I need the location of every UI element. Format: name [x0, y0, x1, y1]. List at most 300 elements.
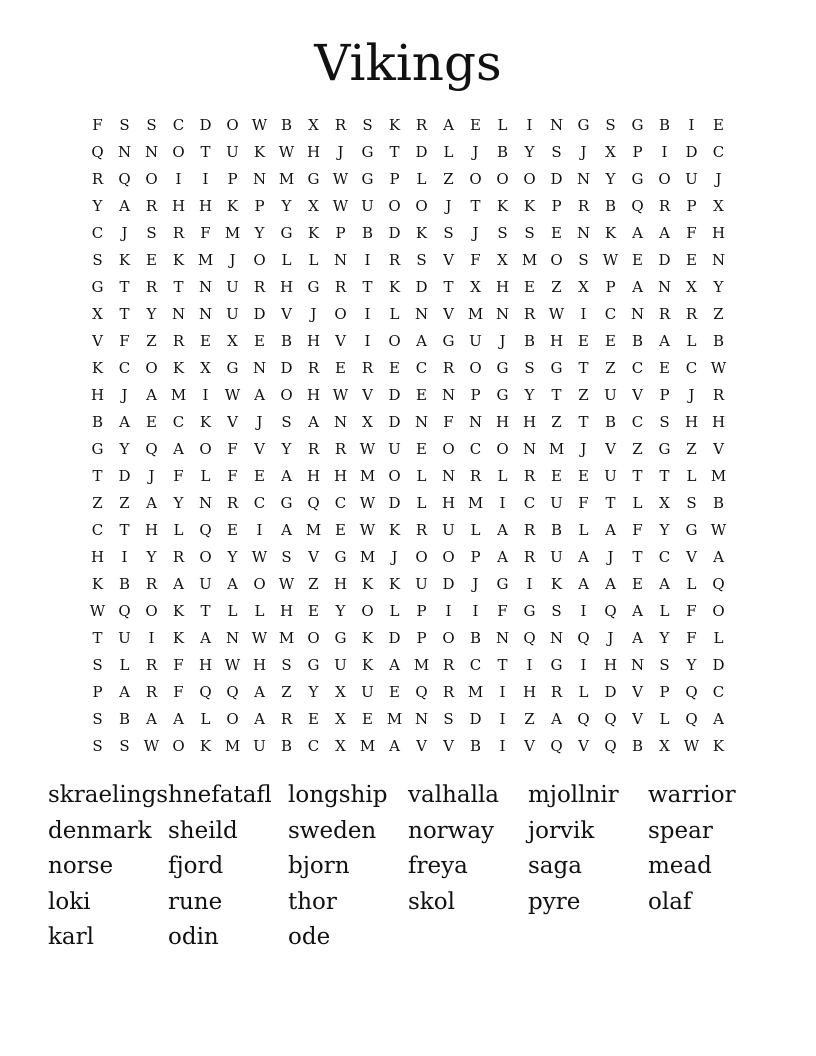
grid-letter[interactable]: G: [496, 386, 509, 404]
grid-letter[interactable]: Z: [632, 440, 643, 458]
grid-letter[interactable]: A: [119, 413, 130, 431]
grid-letter[interactable]: C: [91, 521, 104, 539]
grid-letter[interactable]: A: [308, 413, 319, 431]
grid-letter[interactable]: A: [281, 467, 292, 485]
grid-letter[interactable]: S: [443, 224, 454, 242]
grid-letter[interactable]: R: [442, 683, 455, 701]
grid-letter[interactable]: J: [229, 251, 236, 269]
grid-letter[interactable]: W: [332, 386, 349, 404]
grid-letter[interactable]: B: [91, 413, 104, 431]
grid-letter[interactable]: O: [226, 710, 239, 728]
grid-letter[interactable]: V: [605, 440, 616, 458]
grid-letter[interactable]: U: [118, 629, 131, 647]
grid-letter[interactable]: O: [469, 170, 482, 188]
grid-letter[interactable]: Q: [631, 197, 644, 215]
grid-letter[interactable]: G: [496, 575, 509, 593]
grid-letter[interactable]: A: [173, 575, 184, 593]
grid-letter[interactable]: U: [361, 197, 374, 215]
grid-letter[interactable]: F: [227, 440, 238, 458]
grid-letter[interactable]: V: [632, 683, 643, 701]
grid-letter[interactable]: R: [415, 116, 428, 134]
grid-letter[interactable]: W: [710, 359, 727, 377]
grid-letter[interactable]: V: [686, 548, 697, 566]
grid-letter[interactable]: A: [416, 332, 427, 350]
grid-letter[interactable]: K: [388, 521, 401, 539]
grid-letter[interactable]: T: [578, 359, 589, 377]
grid-letter[interactable]: X: [227, 332, 238, 350]
grid-letter[interactable]: W: [332, 197, 349, 215]
grid-letter[interactable]: N: [657, 278, 672, 296]
grid-letter[interactable]: E: [200, 332, 211, 350]
grid-letter[interactable]: V: [254, 440, 265, 458]
grid-letter[interactable]: R: [334, 440, 347, 458]
grid-letter[interactable]: F: [173, 467, 184, 485]
grid-letter[interactable]: O: [658, 170, 671, 188]
grid-letter[interactable]: L: [659, 602, 670, 620]
grid-letter[interactable]: E: [659, 359, 670, 377]
grid-letter[interactable]: B: [604, 413, 617, 431]
grid-letter[interactable]: L: [497, 467, 508, 485]
grid-letter[interactable]: E: [578, 332, 589, 350]
grid-letter[interactable]: G: [685, 521, 698, 539]
grid-letter[interactable]: E: [335, 521, 346, 539]
grid-letter[interactable]: K: [550, 575, 563, 593]
grid-letter[interactable]: D: [280, 359, 293, 377]
grid-letter[interactable]: K: [172, 629, 185, 647]
grid-letter[interactable]: U: [226, 143, 239, 161]
grid-letter[interactable]: L: [200, 467, 211, 485]
grid-letter[interactable]: L: [713, 629, 724, 647]
grid-letter[interactable]: P: [659, 386, 670, 404]
grid-letter[interactable]: O: [145, 602, 158, 620]
grid-letter[interactable]: A: [254, 683, 265, 701]
grid-letter[interactable]: G: [334, 548, 347, 566]
grid-letter[interactable]: A: [659, 224, 670, 242]
grid-letter[interactable]: G: [307, 170, 320, 188]
grid-letter[interactable]: A: [659, 575, 670, 593]
grid-letter[interactable]: L: [119, 656, 130, 674]
grid-letter[interactable]: X: [659, 737, 670, 755]
grid-letter[interactable]: Y: [335, 602, 346, 620]
grid-letter[interactable]: T: [578, 413, 589, 431]
grid-letter[interactable]: M: [305, 521, 322, 539]
grid-letter[interactable]: K: [523, 197, 536, 215]
grid-letter[interactable]: N: [333, 251, 348, 269]
grid-letter[interactable]: L: [200, 710, 211, 728]
grid-letter[interactable]: V: [632, 386, 643, 404]
grid-letter[interactable]: I: [256, 521, 263, 539]
grid-letter[interactable]: F: [470, 251, 481, 269]
grid-letter[interactable]: A: [605, 521, 616, 539]
grid-letter[interactable]: J: [121, 224, 128, 242]
grid-letter[interactable]: Q: [145, 440, 158, 458]
grid-letter[interactable]: Y: [146, 305, 157, 323]
grid-letter[interactable]: J: [688, 386, 695, 404]
grid-letter[interactable]: R: [523, 521, 536, 539]
grid-letter[interactable]: H: [306, 143, 321, 161]
grid-letter[interactable]: S: [497, 224, 508, 242]
grid-letter[interactable]: Q: [604, 602, 617, 620]
grid-letter[interactable]: K: [388, 116, 401, 134]
grid-letter[interactable]: R: [550, 683, 563, 701]
grid-letter[interactable]: L: [686, 332, 697, 350]
grid-letter[interactable]: I: [148, 629, 155, 647]
grid-letter[interactable]: Z: [281, 683, 292, 701]
grid-letter[interactable]: N: [414, 413, 429, 431]
grid-letter[interactable]: F: [119, 332, 130, 350]
grid-letter[interactable]: P: [335, 224, 346, 242]
grid-letter[interactable]: Q: [685, 710, 698, 728]
grid-letter[interactable]: A: [632, 629, 643, 647]
grid-letter[interactable]: C: [253, 494, 266, 512]
grid-letter[interactable]: M: [548, 440, 565, 458]
grid-letter[interactable]: T: [551, 386, 562, 404]
grid-letter[interactable]: F: [686, 602, 697, 620]
grid-letter[interactable]: P: [416, 629, 427, 647]
grid-letter[interactable]: O: [199, 440, 212, 458]
grid-letter[interactable]: A: [632, 224, 643, 242]
grid-letter[interactable]: E: [254, 332, 265, 350]
grid-letter[interactable]: Y: [713, 278, 724, 296]
grid-letter[interactable]: I: [526, 575, 533, 593]
grid-letter[interactable]: X: [335, 710, 346, 728]
grid-letter[interactable]: P: [227, 170, 238, 188]
grid-letter[interactable]: Y: [119, 440, 130, 458]
grid-letter[interactable]: W: [602, 251, 619, 269]
grid-letter[interactable]: T: [632, 548, 643, 566]
grid-letter[interactable]: D: [388, 494, 401, 512]
grid-letter[interactable]: V: [578, 737, 589, 755]
grid-letter[interactable]: Z: [524, 710, 535, 728]
grid-letter[interactable]: K: [415, 224, 428, 242]
grid-letter[interactable]: A: [227, 575, 238, 593]
grid-letter[interactable]: B: [118, 710, 131, 728]
grid-letter[interactable]: U: [550, 548, 563, 566]
grid-letter[interactable]: S: [686, 494, 697, 512]
grid-letter[interactable]: L: [686, 467, 697, 485]
grid-letter[interactable]: Y: [659, 629, 670, 647]
grid-letter[interactable]: I: [364, 251, 371, 269]
grid-letter[interactable]: F: [686, 224, 697, 242]
grid-letter[interactable]: R: [388, 251, 401, 269]
grid-letter[interactable]: H: [441, 494, 456, 512]
word-search-grid[interactable]: [84, 112, 734, 760]
grid-letter[interactable]: Q: [226, 683, 239, 701]
grid-letter[interactable]: G: [658, 440, 671, 458]
grid-letter[interactable]: W: [224, 386, 241, 404]
grid-letter[interactable]: I: [472, 602, 479, 620]
grid-letter[interactable]: E: [416, 440, 427, 458]
grid-letter[interactable]: I: [580, 602, 587, 620]
grid-letter[interactable]: F: [173, 656, 184, 674]
grid-letter[interactable]: S: [119, 116, 130, 134]
grid-letter[interactable]: A: [119, 683, 130, 701]
grid-letter[interactable]: N: [117, 143, 132, 161]
grid-letter[interactable]: A: [389, 656, 400, 674]
grid-letter[interactable]: T: [632, 467, 643, 485]
grid-letter[interactable]: D: [388, 413, 401, 431]
grid-letter[interactable]: H: [603, 656, 618, 674]
grid-letter[interactable]: B: [523, 332, 536, 350]
grid-letter[interactable]: K: [172, 359, 185, 377]
grid-letter[interactable]: H: [306, 467, 321, 485]
grid-letter[interactable]: H: [711, 224, 726, 242]
grid-letter[interactable]: R: [307, 359, 320, 377]
grid-letter[interactable]: H: [306, 386, 321, 404]
grid-letter[interactable]: R: [658, 305, 671, 323]
grid-letter[interactable]: Z: [308, 575, 319, 593]
grid-letter[interactable]: Y: [146, 548, 157, 566]
grid-letter[interactable]: C: [334, 494, 347, 512]
grid-letter[interactable]: L: [416, 170, 427, 188]
grid-letter[interactable]: S: [524, 359, 535, 377]
grid-letter[interactable]: Q: [118, 170, 131, 188]
grid-letter[interactable]: S: [281, 656, 292, 674]
grid-letter[interactable]: V: [227, 413, 238, 431]
grid-letter[interactable]: R: [280, 710, 293, 728]
grid-letter[interactable]: D: [388, 386, 401, 404]
grid-letter[interactable]: K: [91, 359, 104, 377]
grid-letter[interactable]: K: [199, 737, 212, 755]
grid-letter[interactable]: B: [469, 737, 482, 755]
grid-letter[interactable]: B: [631, 332, 644, 350]
grid-letter[interactable]: F: [578, 494, 589, 512]
grid-letter[interactable]: G: [280, 224, 293, 242]
grid-letter[interactable]: Q: [307, 494, 320, 512]
grid-letter[interactable]: C: [307, 737, 320, 755]
grid-letter[interactable]: O: [172, 143, 185, 161]
grid-letter[interactable]: C: [658, 548, 671, 566]
grid-letter[interactable]: G: [280, 494, 293, 512]
grid-letter[interactable]: D: [388, 629, 401, 647]
grid-letter[interactable]: Y: [254, 224, 265, 242]
grid-letter[interactable]: B: [280, 332, 293, 350]
grid-letter[interactable]: E: [389, 359, 400, 377]
grid-letter[interactable]: Z: [551, 278, 562, 296]
grid-letter[interactable]: L: [632, 494, 643, 512]
grid-letter[interactable]: A: [173, 440, 184, 458]
grid-letter[interactable]: N: [468, 413, 483, 431]
grid-letter[interactable]: H: [306, 332, 321, 350]
grid-letter[interactable]: D: [415, 143, 428, 161]
grid-letter[interactable]: W: [359, 494, 376, 512]
grid-letter[interactable]: X: [659, 494, 670, 512]
grid-letter[interactable]: X: [605, 143, 616, 161]
grid-letter[interactable]: R: [145, 683, 158, 701]
grid-letter[interactable]: A: [632, 602, 643, 620]
grid-letter[interactable]: D: [199, 116, 212, 134]
grid-letter[interactable]: N: [171, 305, 186, 323]
grid-letter[interactable]: V: [308, 548, 319, 566]
grid-letter[interactable]: Y: [227, 548, 238, 566]
grid-letter[interactable]: L: [308, 251, 319, 269]
grid-letter[interactable]: T: [605, 494, 616, 512]
grid-letter[interactable]: H: [144, 521, 159, 539]
grid-letter[interactable]: R: [145, 575, 158, 593]
grid-letter[interactable]: G: [496, 359, 509, 377]
grid-letter[interactable]: A: [146, 710, 157, 728]
grid-letter[interactable]: O: [712, 602, 725, 620]
grid-letter[interactable]: C: [523, 494, 536, 512]
grid-letter[interactable]: H: [333, 467, 348, 485]
grid-letter[interactable]: Y: [686, 656, 697, 674]
grid-letter[interactable]: H: [90, 548, 105, 566]
grid-letter[interactable]: R: [334, 116, 347, 134]
grid-letter[interactable]: Y: [281, 440, 292, 458]
grid-letter[interactable]: H: [198, 197, 213, 215]
grid-letter[interactable]: A: [389, 737, 400, 755]
grid-letter[interactable]: L: [254, 602, 265, 620]
grid-letter[interactable]: X: [362, 413, 373, 431]
grid-letter[interactable]: U: [226, 278, 239, 296]
grid-letter[interactable]: J: [121, 386, 128, 404]
grid-letter[interactable]: R: [172, 224, 185, 242]
grid-letter[interactable]: M: [224, 737, 241, 755]
grid-letter[interactable]: M: [710, 467, 727, 485]
grid-letter[interactable]: B: [712, 494, 725, 512]
grid-letter[interactable]: A: [443, 116, 454, 134]
grid-letter[interactable]: N: [495, 629, 510, 647]
grid-letter[interactable]: F: [497, 602, 508, 620]
grid-letter[interactable]: E: [227, 521, 238, 539]
grid-letter[interactable]: I: [580, 305, 587, 323]
grid-letter[interactable]: L: [416, 467, 427, 485]
grid-letter[interactable]: Q: [604, 737, 617, 755]
grid-letter[interactable]: N: [522, 440, 537, 458]
grid-letter[interactable]: T: [497, 656, 508, 674]
grid-letter[interactable]: S: [659, 656, 670, 674]
grid-letter[interactable]: K: [712, 737, 725, 755]
grid-letter[interactable]: D: [388, 224, 401, 242]
grid-letter[interactable]: M: [170, 386, 187, 404]
grid-letter[interactable]: K: [226, 197, 239, 215]
grid-letter[interactable]: E: [578, 467, 589, 485]
grid-letter[interactable]: G: [631, 170, 644, 188]
grid-letter[interactable]: R: [712, 386, 725, 404]
grid-letter[interactable]: S: [551, 143, 562, 161]
grid-letter[interactable]: S: [578, 251, 589, 269]
grid-letter[interactable]: O: [496, 440, 509, 458]
grid-letter[interactable]: W: [251, 116, 268, 134]
grid-letter[interactable]: X: [470, 278, 481, 296]
grid-letter[interactable]: P: [470, 548, 481, 566]
grid-letter[interactable]: C: [172, 116, 185, 134]
grid-letter[interactable]: M: [224, 224, 241, 242]
grid-letter[interactable]: E: [362, 710, 373, 728]
grid-letter[interactable]: I: [688, 116, 695, 134]
grid-letter[interactable]: Q: [415, 683, 428, 701]
grid-letter[interactable]: N: [549, 116, 564, 134]
grid-letter[interactable]: F: [200, 224, 211, 242]
grid-letter[interactable]: A: [578, 548, 589, 566]
grid-letter[interactable]: M: [278, 170, 295, 188]
grid-letter[interactable]: Y: [92, 197, 103, 215]
grid-letter[interactable]: M: [197, 251, 214, 269]
grid-letter[interactable]: J: [580, 440, 587, 458]
grid-letter[interactable]: Z: [713, 305, 724, 323]
grid-letter[interactable]: X: [686, 278, 697, 296]
grid-letter[interactable]: Q: [577, 710, 590, 728]
grid-letter[interactable]: N: [198, 278, 213, 296]
grid-letter[interactable]: G: [307, 656, 320, 674]
grid-letter[interactable]: N: [576, 224, 591, 242]
grid-letter[interactable]: J: [472, 143, 479, 161]
grid-letter[interactable]: O: [199, 548, 212, 566]
grid-letter[interactable]: J: [607, 548, 614, 566]
grid-letter[interactable]: U: [469, 332, 482, 350]
grid-letter[interactable]: G: [523, 602, 536, 620]
grid-letter[interactable]: B: [658, 116, 671, 134]
grid-letter[interactable]: V: [362, 386, 373, 404]
grid-letter[interactable]: N: [198, 494, 213, 512]
grid-letter[interactable]: K: [388, 575, 401, 593]
grid-letter[interactable]: I: [364, 305, 371, 323]
grid-letter[interactable]: L: [497, 116, 508, 134]
grid-letter[interactable]: K: [253, 143, 266, 161]
grid-letter[interactable]: D: [685, 143, 698, 161]
grid-letter[interactable]: I: [499, 494, 506, 512]
grid-letter[interactable]: G: [361, 143, 374, 161]
grid-letter[interactable]: E: [308, 710, 319, 728]
grid-letter[interactable]: R: [307, 440, 320, 458]
grid-letter[interactable]: S: [281, 548, 292, 566]
grid-letter[interactable]: R: [226, 494, 239, 512]
grid-letter[interactable]: T: [119, 305, 130, 323]
grid-letter[interactable]: N: [414, 305, 429, 323]
grid-letter[interactable]: H: [522, 683, 537, 701]
grid-letter[interactable]: A: [632, 278, 643, 296]
grid-letter[interactable]: V: [713, 440, 724, 458]
grid-letter[interactable]: O: [253, 251, 266, 269]
grid-letter[interactable]: N: [630, 656, 645, 674]
grid-letter[interactable]: G: [442, 332, 455, 350]
grid-letter[interactable]: B: [280, 116, 293, 134]
grid-letter[interactable]: Q: [712, 575, 725, 593]
grid-letter[interactable]: D: [415, 278, 428, 296]
grid-letter[interactable]: J: [607, 629, 614, 647]
grid-letter[interactable]: R: [145, 656, 158, 674]
grid-letter[interactable]: G: [91, 440, 104, 458]
grid-letter[interactable]: G: [550, 656, 563, 674]
grid-letter[interactable]: S: [659, 413, 670, 431]
grid-letter[interactable]: D: [442, 575, 455, 593]
grid-letter[interactable]: E: [146, 251, 157, 269]
grid-letter[interactable]: H: [252, 656, 267, 674]
grid-letter[interactable]: Y: [659, 521, 670, 539]
grid-letter[interactable]: R: [523, 548, 536, 566]
grid-letter[interactable]: R: [523, 305, 536, 323]
grid-letter[interactable]: X: [497, 251, 508, 269]
grid-letter[interactable]: W: [224, 656, 241, 674]
grid-letter[interactable]: O: [442, 629, 455, 647]
grid-letter[interactable]: O: [388, 332, 401, 350]
grid-letter[interactable]: H: [711, 413, 726, 431]
grid-letter[interactable]: G: [91, 278, 104, 296]
grid-letter[interactable]: A: [605, 575, 616, 593]
grid-letter[interactable]: P: [92, 683, 103, 701]
grid-letter[interactable]: J: [580, 143, 587, 161]
grid-letter[interactable]: F: [632, 521, 643, 539]
grid-letter[interactable]: O: [469, 359, 482, 377]
grid-letter[interactable]: E: [389, 683, 400, 701]
grid-letter[interactable]: K: [172, 602, 185, 620]
grid-letter[interactable]: A: [713, 710, 724, 728]
grid-letter[interactable]: M: [359, 737, 376, 755]
grid-letter[interactable]: O: [307, 629, 320, 647]
grid-letter[interactable]: Q: [523, 629, 536, 647]
grid-letter[interactable]: I: [499, 737, 506, 755]
grid-letter[interactable]: N: [441, 386, 456, 404]
